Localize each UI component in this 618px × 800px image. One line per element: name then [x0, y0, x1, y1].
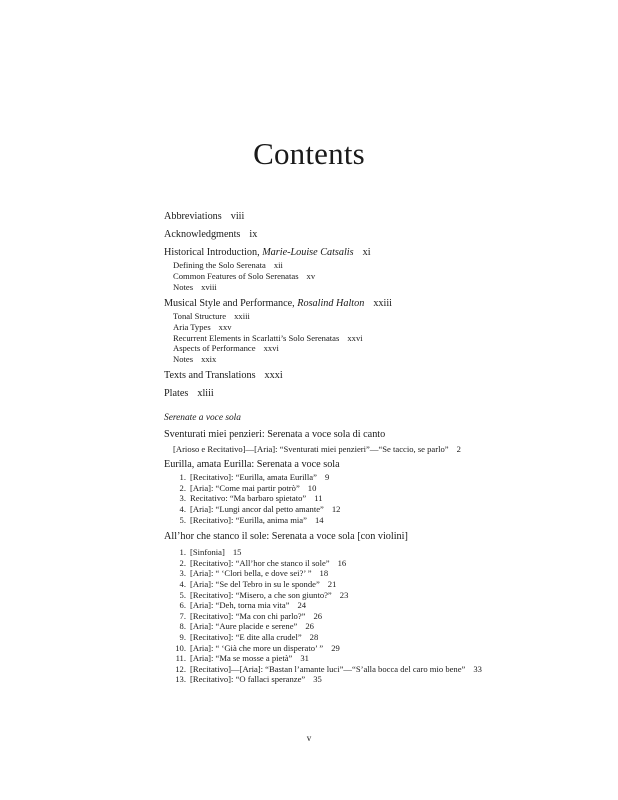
toc-subentry: Aspects of Performance xxvi: [173, 343, 279, 354]
toc-entry-label: Abbreviations: [164, 211, 222, 222]
toc-subentry: Notes xxix: [173, 354, 217, 365]
list-item: 7. [Recitativo]: “Ma con chi parlo?” 26: [179, 610, 323, 621]
toc-entry-page: ix: [249, 229, 258, 240]
toc-entry-author: Marie-Louise Catsalis: [262, 247, 354, 258]
toc-entry-page: viii: [230, 211, 245, 222]
table-of-contents: [164, 210, 584, 685]
list-item: 2. [Recitativo]: “All’hor che stanco il sole” 16: [179, 557, 347, 568]
work-description: [Arioso e Recitativo]—[Aria]: “Sventurati miei penzieri”—“Se taccio, se parlo” 2: [173, 444, 461, 455]
list-item: 5. [Recitativo]: “Misero, a che son giunto?” 23: [179, 589, 349, 600]
work-title: Sventurati miei penzieri: Serenata a voce sola di canto: [164, 429, 386, 441]
toc-subentry: Defining the Solo Serenata xii: [173, 260, 283, 270]
list-item: 11. [Aria]: “Ma se mosse a pietà” 31: [175, 653, 309, 664]
work-title: All’hor che stanco il sole: Serenata a voce sola [con violini]: [164, 531, 408, 543]
toc-entry-texts-translations: [164, 369, 584, 383]
toc-entry-page: xxxi: [264, 370, 283, 382]
list-item: 6. [Aria]: “Deh, torna mia vita” 24: [179, 600, 307, 611]
section-heading: Serenate a voce sola: [164, 413, 241, 424]
toc-entry-page: xxiii: [373, 297, 393, 309]
toc-subentry: Aria Types xxv: [173, 321, 232, 332]
list-item: 12. [Recitativo]—[Aria]: “Bastan l’amante luci”—“S’alla bocca del caro mio bene” 33: [175, 663, 482, 674]
toc-entry-label: Historical Introduction,: [164, 247, 260, 258]
toc-entry-page: xi: [362, 247, 371, 258]
toc-entry-label: Acknowledgments: [164, 229, 241, 240]
toc-entry-abbreviations: [164, 210, 584, 224]
toc-entry-musical-style: [164, 297, 584, 311]
toc-entry-acknowledgments: [164, 228, 584, 242]
toc-entry-author: Rosalind Halton: [297, 297, 365, 309]
toc-entry-page: xliii: [197, 388, 214, 400]
list-item: 2. [Aria]: “Come mai partir potrò” 10: [179, 482, 317, 493]
toc-entry-label: Plates: [164, 388, 189, 400]
page-title: Contents: [253, 136, 365, 171]
page-number: v: [306, 733, 312, 743]
toc-subentry: Common Features of Solo Serenatas xv: [173, 270, 316, 281]
toc-subentry: Tonal Structure xxiii: [173, 310, 250, 321]
list-item: 8. [Aria]: “Aure placide e serene” 26: [179, 621, 314, 632]
list-item: 13. [Recitativo]: “O fallaci speranze” 35: [175, 674, 322, 685]
list-item: 3. [Aria]: “ ‘Clori bella, e dove sei?’ ” 18: [179, 568, 329, 579]
list-item: 5. [Recitativo]: “Eurilla, anima mia” 14: [179, 514, 324, 525]
work-title: Eurilla, amata Eurilla: Serenata a voce sola: [164, 459, 340, 471]
toc-entry-label: Texts and Translations: [164, 370, 256, 382]
toc-subentry: Recurrent Elements in Scarlatti’s Solo Serenatas xxvi: [173, 332, 363, 343]
list-item: 9. [Recitativo]: “E dite alla crudel” 28: [179, 631, 319, 642]
list-item: 4. [Aria]: “Lungi ancor dal petto amante” 12: [179, 504, 341, 515]
toc-entry-historical-introduction: [164, 246, 584, 260]
list-item: 10. [Aria]: “ ‘Già che more un disperato’ ” 29: [175, 642, 340, 653]
list-item: 3. Recitativo: “Ma barbaro spietato” 11: [179, 493, 323, 504]
list-item: 1. [Recitativo]: “Eurilla, amata Eurilla” 9: [179, 472, 330, 483]
toc-entry-label: Musical Style and Performance,: [164, 297, 295, 309]
list-item: 1. [Sinfonia] 15: [179, 547, 242, 558]
list-item: 4. [Aria]: “Se del Tebro in su le sponde” 21: [179, 579, 337, 589]
toc-entry-plates: [164, 387, 584, 401]
toc-subentry: Notes xviii: [173, 281, 217, 292]
